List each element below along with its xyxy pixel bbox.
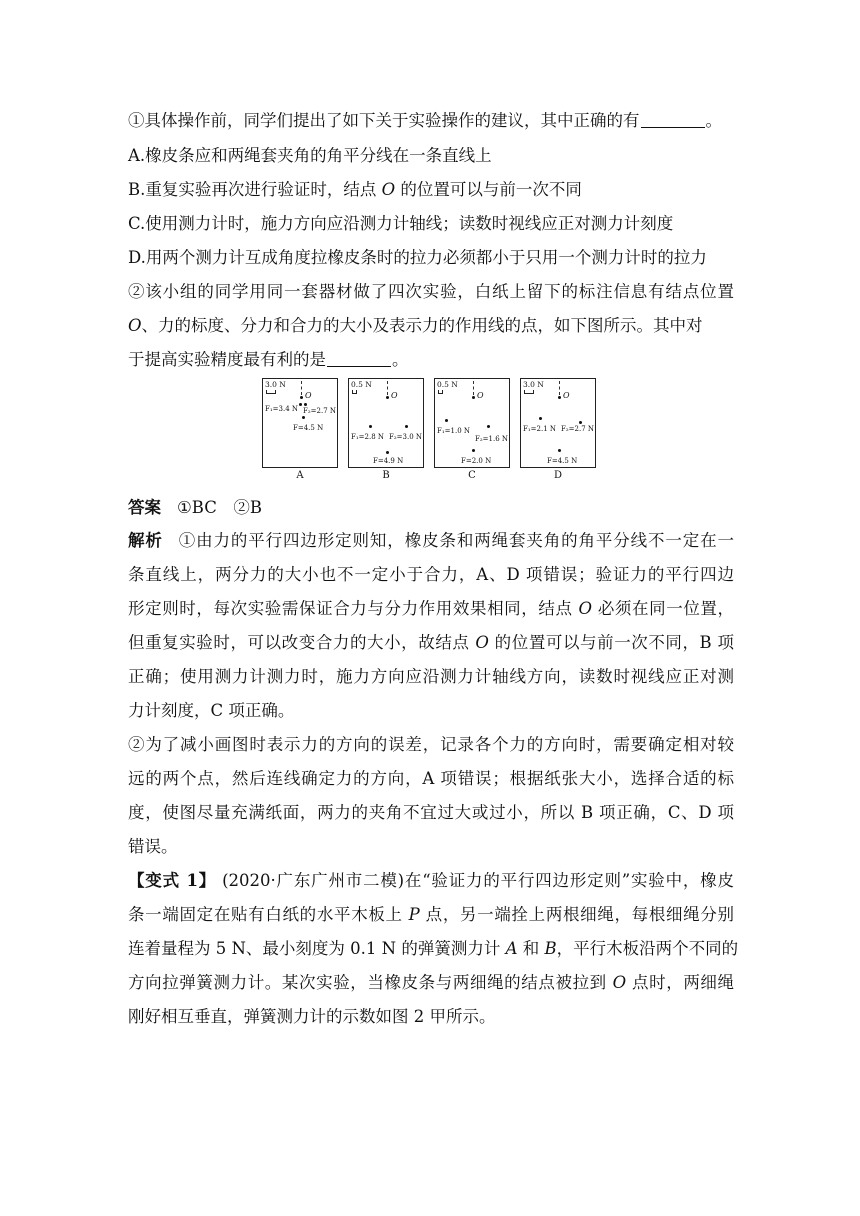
panel-a-letter: A bbox=[296, 470, 304, 481]
answer-line bbox=[128, 496, 734, 520]
f-dot bbox=[386, 451, 389, 454]
f1-dot bbox=[369, 425, 372, 428]
f-label: F=4.5 N bbox=[547, 457, 578, 465]
scale-mark bbox=[438, 390, 443, 394]
knot-dot bbox=[300, 396, 303, 399]
answer-value: ①BC ②B bbox=[177, 498, 262, 517]
knot-label: O bbox=[391, 391, 398, 400]
variant-line-5: 刚好相互垂直，弹簧测力计的示数如图 2 甲所示。 bbox=[128, 1007, 496, 1026]
analysis-line-8: 远的两个点，然后连线确定力的方向，A 项错误；根据纸张大小，选择合适的标 bbox=[128, 769, 734, 788]
panel-a bbox=[262, 378, 338, 468]
rubber-band-line bbox=[559, 381, 560, 395]
f2-label: F₂=2.7 N bbox=[303, 407, 337, 415]
f2-dot bbox=[405, 425, 408, 428]
f-dot bbox=[302, 416, 305, 419]
question-1: ①具体操作前，同学们提出了如下关于实验操作的建议，其中正确的有 。 bbox=[128, 111, 722, 130]
scale-label: 0.5 N bbox=[437, 380, 458, 389]
analysis-line-9: 度，使图尽量充满纸面，两力的夹角不宜过大或过小，所以 B 项正确，C、D 项 bbox=[128, 803, 734, 822]
analysis-line-5: 正确；使用测力计测力时，施力方向应沿测力计轴线方向，读数时视线应正对测 bbox=[128, 667, 734, 686]
f1-label: F₁=2.8 N bbox=[351, 433, 385, 441]
variant-line-3: 连着量程为 5 N、最小刻度为 0.1 N 的弹簧测力计 A 和 B，平行木板沿两个不同的 bbox=[128, 939, 739, 958]
question-2-line-2: O、力的标度、分力和合力的大小及表示力的作用线的点，如下图所示。其中对 bbox=[128, 316, 703, 335]
scale-mark bbox=[524, 390, 534, 394]
f-label: F=4.9 N bbox=[373, 457, 404, 465]
f-dot bbox=[472, 449, 475, 452]
f1-dot bbox=[445, 419, 448, 422]
knot-label: O bbox=[563, 391, 570, 400]
scale-label: 3.0 N bbox=[523, 380, 544, 389]
f2-label: F₂=2.7 N bbox=[561, 425, 595, 433]
f1-label: F₁=1.0 N bbox=[437, 427, 471, 435]
f2-dot bbox=[579, 421, 582, 424]
panel-c bbox=[434, 378, 510, 468]
analysis-line-6: 力计刻度，C 项正确。 bbox=[128, 701, 295, 720]
panel-b bbox=[348, 378, 424, 468]
f2-label: F₂=3.0 N bbox=[389, 433, 423, 441]
analysis-line-3: 形定则时，每次实验需保证合力与分力作用效果相同，结点 O 必须在同一位置， bbox=[128, 599, 735, 618]
scale-label: 0.5 N bbox=[351, 380, 372, 389]
analysis-line-7: ②为了减小画图时表示力的方向的误差，记录各个力的方向时，需要确定相对较 bbox=[128, 735, 734, 754]
option-a: A.橡皮条应和两绳套夹角的角平分线在一条直线上 bbox=[128, 146, 492, 165]
f2-dot bbox=[304, 403, 307, 406]
variant-line-4: 方向拉弹簧测力计。某次实验，当橡皮条与两细绳的结点被拉到 O 点时，两细绳 bbox=[128, 973, 735, 992]
rubber-band-line bbox=[387, 381, 388, 395]
rubber-band-line bbox=[301, 381, 302, 395]
f1-label: F₁=2.1 N bbox=[523, 425, 557, 433]
variant-label: 【变式 1】 bbox=[128, 871, 217, 890]
knot-dot bbox=[558, 396, 561, 399]
analysis-label: 解析 bbox=[128, 531, 163, 550]
knot-label: O bbox=[477, 391, 484, 400]
option-c: C.使用测力计时，施力方向应沿测力计轴线；读数时视线应正对测力计刻度 bbox=[128, 214, 674, 233]
knot-dot bbox=[472, 396, 475, 399]
f-label: F=4.5 N bbox=[293, 424, 324, 432]
scale-label: 3.0 N bbox=[265, 380, 286, 389]
f-label: F=2.0 N bbox=[461, 457, 492, 465]
answer-blank-2 bbox=[327, 350, 391, 367]
rubber-band-line bbox=[473, 381, 474, 395]
analysis-line-10: 错误。 bbox=[128, 837, 178, 856]
answer-blank-1 bbox=[641, 111, 705, 128]
question-2-line-1: ②该小组的同学用同一套器材做了四次实验，白纸上留下的标注信息有结点位置 bbox=[128, 282, 734, 301]
panel-c-letter: C bbox=[468, 470, 476, 481]
f2-label: F₂=1.6 N bbox=[475, 435, 509, 443]
knot-label: O bbox=[305, 391, 312, 400]
scale-mark bbox=[266, 390, 276, 394]
f1-dot bbox=[299, 403, 302, 406]
panel-d bbox=[520, 378, 596, 468]
f-dot bbox=[558, 449, 561, 452]
analysis-line-1: 解析 ①由力的平行四边形定则知，橡皮条和两绳套夹角的角平分线不一定在一 bbox=[128, 531, 735, 550]
analysis-line-2: 条直线上，两分力的大小也不一定小于合力，A、D 项错误；验证力的平行四边 bbox=[128, 565, 734, 584]
question-2-line-3: 于提高实验精度最有利的是 。 bbox=[128, 350, 409, 369]
force-diagram-figure bbox=[262, 378, 598, 484]
option-d: D.用两个测力计互成角度拉橡皮条时的拉力必须都小于只用一个测力计时的拉力 bbox=[128, 248, 707, 267]
variant-line-1: 【变式 1】 (2020·广东广州市二模)在“验证力的平行四边形定则”实验中，橡皮 bbox=[128, 871, 734, 890]
variant-line-2: 条一端固定在贴有白纸的水平木板上 P 点，另一端拴上两根细绳，每根细绳分别 bbox=[128, 905, 735, 924]
panel-d-letter: D bbox=[553, 470, 563, 481]
f1-label: F₁=3.4 N bbox=[265, 405, 299, 413]
analysis-line-4: 但重复实验时，可以改变合力的大小，故结点 O 的位置可以与前一次不同，B 项 bbox=[128, 633, 735, 652]
f1-dot bbox=[539, 417, 542, 420]
panel-b-letter: B bbox=[382, 470, 390, 481]
f2-dot bbox=[487, 425, 490, 428]
knot-dot bbox=[386, 396, 389, 399]
option-b: B.重复实验再次进行验证时，结点 O 的位置可以与前一次不同 bbox=[128, 180, 582, 199]
answer-label: 答案 bbox=[128, 498, 161, 517]
scale-mark bbox=[352, 390, 357, 394]
